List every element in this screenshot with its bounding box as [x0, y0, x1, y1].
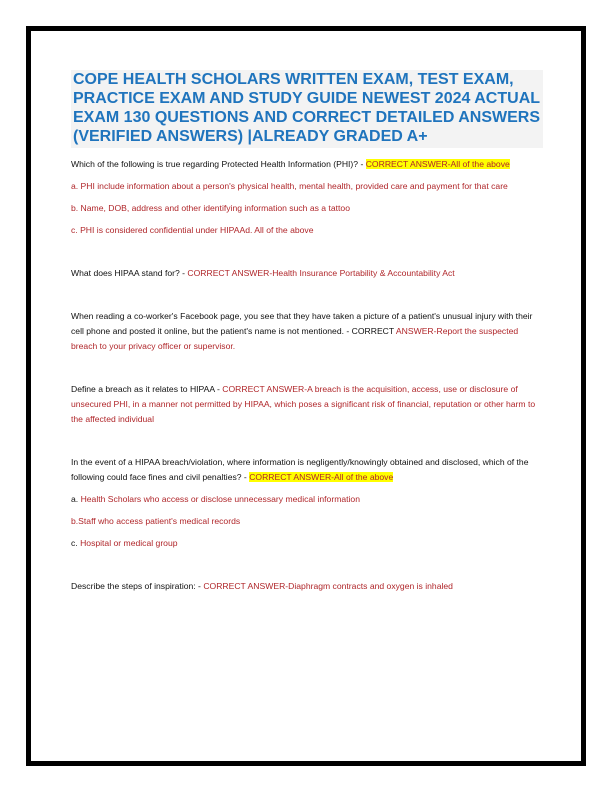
question-3-text: When reading a co-worker's Facebook page, you see that they have taken a picture of a patient's unusual injury with their cell phone and posted it online, but the patient's name is not mentioned. - CORRECT — [71, 311, 533, 336]
question-1-option-b: b. Name, DOB, address and other identifying information such as a tattoo — [71, 203, 350, 213]
question-5-option-c-text: Hospital or medical group — [80, 538, 178, 548]
question-6-answer: CORRECT ANSWER-Diaphragm contracts and oxygen is inhaled — [203, 581, 453, 591]
question-5-option-c-prefix: c. — [71, 538, 81, 548]
title-block — [71, 70, 543, 148]
question-5-option-a-prefix: a. — [71, 494, 81, 504]
question-2 — [71, 266, 543, 281]
question-2-answer: CORRECT ANSWER-Health Insurance Portability & Accountability Act — [187, 268, 455, 278]
question-1-text: Which of the following is true regarding Protected Health Information (PHI)? - — [71, 159, 366, 169]
question-5-option-b: b.Staff who access patient's medical records — [71, 516, 241, 526]
question-5-text: In the event of a HIPAA breach/violation, where information is negligently/knowingly obtained and disclosed, which of the following could face fines and civil penalties? - — [71, 457, 529, 482]
question-2-text: What does HIPAA stand for? - — [71, 268, 188, 278]
question-3-answer: ANSWER-Report the suspected breach to your privacy officer or supervisor. — [71, 326, 519, 351]
question-6-text: Describe the steps of inspiration: - — [71, 581, 204, 591]
question-5-answer: CORRECT ANSWER-All of the above — [249, 472, 394, 482]
question-1 — [71, 157, 543, 172]
question-1-option-c: c. PHI is considered confidential under HIPAAd. All of the above — [71, 225, 314, 235]
question-4 — [71, 382, 543, 427]
question-4-answer: CORRECT ANSWER-A breach is the acquisition, access, use or disclosure of unsecured PHI, in a manner not permitted by HIPAA, which poses a significant risk of financial, reputation or other harm to the affected individual — [71, 384, 536, 424]
question-3 — [71, 309, 543, 354]
question-4-text: Define a breach as it relates to HIPAA - — [71, 384, 223, 394]
question-5-option-c — [71, 536, 543, 551]
question-6 — [71, 579, 543, 594]
question-5 — [71, 455, 543, 485]
question-5-option-a-text: Health Scholars who access or disclose unnecessary medical information — [80, 494, 360, 504]
question-1-option-a: a. PHI include information about a person's physical health, mental health, provided care and payment for that care — [71, 181, 508, 191]
question-5-option-a — [71, 492, 543, 507]
question-1-answer: CORRECT ANSWER-All of the above — [365, 159, 510, 169]
document-title: COPE HEALTH SCHOLARS WRITTEN EXAM, TEST EXAM, PRACTICE EXAM AND STUDY GUIDE NEWEST 2024 ACTUAL EXAM 130 QUESTIONS AND CORRECT DETAILED ANSWERS (VERIFIED ANSWERS) |ALREADY GRADED A+ — [73, 71, 541, 145]
document-body — [71, 70, 543, 594]
